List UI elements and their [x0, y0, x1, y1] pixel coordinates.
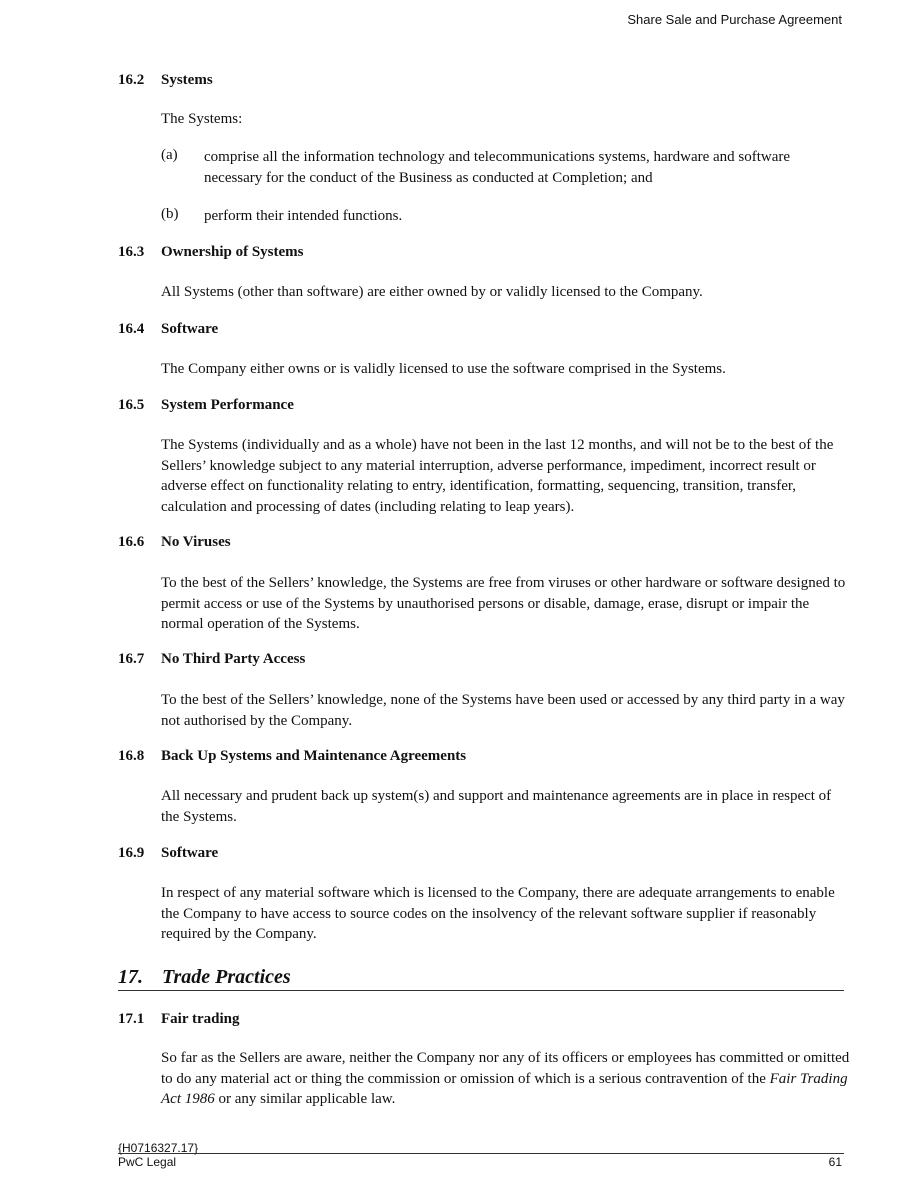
clause-text: All necessary and prudent back up system(s) and support and maintenance agreements are in place in respect of the Systems.: [161, 788, 832, 825]
section-title-text: Trade Practices: [162, 966, 291, 988]
clause-text-part: or any similar applicable law.: [214, 1091, 396, 1107]
section-divider: [118, 990, 844, 991]
section-number: 17.: [118, 966, 143, 988]
clause-heading: Systems: [161, 72, 213, 88]
clause-text: The Systems (individually and as a whole) have not been in the last 12 months, and will not be to the best of the Sellers’ knowledge subject to any material interruption, adverse performance, impediment, incorrect result or adverse effect on functionality relating to entry, identification, formatting, sequencing, transition, transfer, calculation and processing of dates (including relating to leap years).: [161, 437, 834, 515]
footer-divider: [118, 1153, 844, 1154]
section-title: [118, 966, 291, 989]
clause-heading: No Third Party Access: [161, 651, 306, 667]
footer-firm: PwC Legal: [118, 1155, 177, 1169]
act-name: Fair Trading Act 1986: [161, 1070, 848, 1107]
clause-text: The Company either owns or is validly licensed to use the software comprised in the Systems.: [161, 361, 726, 377]
clause-number: 16.4: [118, 321, 145, 337]
clause-number: 16.5: [118, 397, 145, 413]
clause-number: 16.3: [118, 244, 145, 260]
footer-doc-id: {H0716327.17}: [118, 1141, 199, 1155]
page-header-title: Share Sale and Purchase Agreement: [627, 12, 842, 27]
clause-heading: System Performance: [161, 397, 294, 413]
clause-text: [161, 1048, 851, 1110]
clause-text: All Systems (other than software) are either owned by or validly licensed to the Company.: [161, 284, 703, 300]
clause-heading: Ownership of Systems: [161, 244, 304, 260]
clause-intro: The Systems:: [161, 111, 243, 127]
list-item-label: (a): [161, 147, 178, 163]
clause-number: 16.6: [118, 534, 145, 550]
list-item-text: comprise all the information technology and telecommunications systems, hardware and software necessary for the conduct of the Business as conducted at Completion; and: [204, 149, 791, 186]
clause-number: 16.2: [118, 72, 145, 88]
clause-number: 16.7: [118, 651, 145, 667]
clause-number: 16.9: [118, 845, 145, 861]
clause-number: 16.8: [118, 748, 145, 764]
clause-heading: Software: [161, 321, 219, 337]
clause-heading: Back Up Systems and Maintenance Agreements: [161, 748, 467, 764]
clause-number: 17.1: [118, 1011, 145, 1027]
clause-heading: Fair trading: [161, 1011, 240, 1027]
clause-heading: Software: [161, 845, 219, 861]
clause-text: To the best of the Sellers’ knowledge, none of the Systems have been used or accessed by any third party in a way not authorised by the Company.: [161, 692, 845, 729]
clause-heading: No Viruses: [161, 534, 231, 550]
clause-text: To the best of the Sellers’ knowledge, the Systems are free from viruses or other hardware or software designed to permit access or use of the Systems by unauthorised persons or disable, damage, erase, disrupt or impair the normal operation of the Systems.: [161, 575, 846, 632]
clause-text-part: So far as the Sellers are aware, neither the Company nor any of its officers or employees has committed or omitted to do any material act or thing the commission or omission of which is a serious contravention of the: [161, 1050, 850, 1087]
page-number: 61: [828, 1155, 842, 1169]
clause-text: In respect of any material software which is licensed to the Company, there are adequate arrangements to enable the Company to have access to source codes on the insolvency of the relevant software supplier if reasonably required by the Company.: [161, 885, 835, 942]
list-item-text: perform their intended functions.: [204, 208, 403, 224]
list-item-label: (b): [161, 206, 179, 222]
